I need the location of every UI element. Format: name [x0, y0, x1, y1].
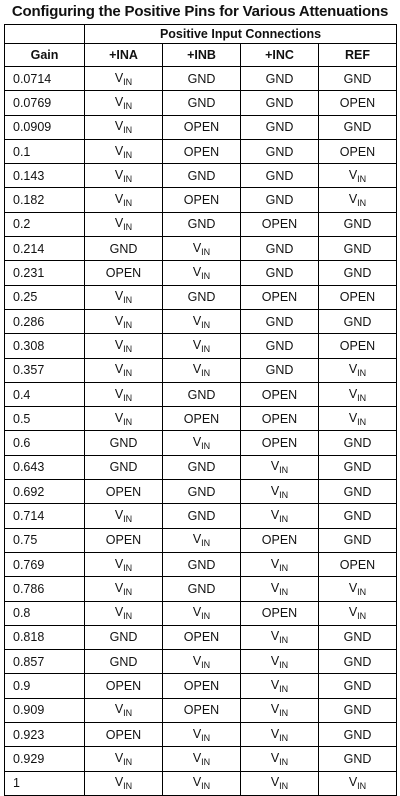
- cell-ina: $V_{IN}$: [85, 115, 163, 139]
- cell-inc: OPEN: [241, 601, 319, 625]
- cell-inc: $V_{IN}$: [241, 674, 319, 698]
- cell-ina: $V_{IN}$: [85, 577, 163, 601]
- cell-inc: OPEN: [241, 528, 319, 552]
- cell-ina: $V_{IN}$: [85, 285, 163, 309]
- cell-ref: $V_{IN}$: [319, 358, 397, 382]
- cell-gain: 1: [5, 771, 85, 795]
- cell-ref: OPEN: [319, 334, 397, 358]
- cell-gain: 0.8: [5, 601, 85, 625]
- cell-ref: GND: [319, 237, 397, 261]
- cell-gain: 0.231: [5, 261, 85, 285]
- cell-ina: OPEN: [85, 480, 163, 504]
- cell-ref: GND: [319, 650, 397, 674]
- cell-gain: 0.692: [5, 480, 85, 504]
- cell-inb: $V_{IN}$: [163, 309, 241, 333]
- cell-ina: $V_{IN}$: [85, 334, 163, 358]
- cell-gain: 0.714: [5, 504, 85, 528]
- cell-inb: $V_{IN}$: [163, 237, 241, 261]
- cell-ina: $V_{IN}$: [85, 91, 163, 115]
- cell-inb: $V_{IN}$: [163, 650, 241, 674]
- table-row: [5, 188, 397, 212]
- cell-inc: GND: [241, 67, 319, 91]
- cell-inc: GND: [241, 139, 319, 163]
- cell-ina: $V_{IN}$: [85, 358, 163, 382]
- cell-ina: GND: [85, 237, 163, 261]
- cell-ref: GND: [319, 723, 397, 747]
- cell-inc: GND: [241, 115, 319, 139]
- cell-gain: 0.25: [5, 285, 85, 309]
- cell-gain: 0.643: [5, 455, 85, 479]
- cell-ref: GND: [319, 674, 397, 698]
- table-row: [5, 212, 397, 236]
- cell-inc: $V_{IN}$: [241, 577, 319, 601]
- cell-ref: $V_{IN}$: [319, 188, 397, 212]
- cell-inc: OPEN: [241, 212, 319, 236]
- cell-ina: GND: [85, 455, 163, 479]
- cell-inc: $V_{IN}$: [241, 552, 319, 576]
- cell-ina: $V_{IN}$: [85, 382, 163, 406]
- cell-ina: $V_{IN}$: [85, 504, 163, 528]
- table-row: [5, 334, 397, 358]
- cell-ina: GND: [85, 650, 163, 674]
- table-title: Configuring the Positive Pins for Various Attenuations: [11, 3, 389, 20]
- table-row: [5, 625, 397, 649]
- cell-inb: OPEN: [163, 698, 241, 722]
- cell-inb: $V_{IN}$: [163, 334, 241, 358]
- table-row: [5, 698, 397, 722]
- cell-inc: OPEN: [241, 407, 319, 431]
- cell-ref: $V_{IN}$: [319, 601, 397, 625]
- table-body: [5, 67, 397, 796]
- cell-gain: 0.9: [5, 674, 85, 698]
- cell-ina: $V_{IN}$: [85, 164, 163, 188]
- cell-gain: 0.5: [5, 407, 85, 431]
- cell-inc: GND: [241, 164, 319, 188]
- cell-inc: OPEN: [241, 431, 319, 455]
- cell-inb: GND: [163, 480, 241, 504]
- cell-inb: $V_{IN}$: [163, 431, 241, 455]
- cell-ref: GND: [319, 431, 397, 455]
- cell-gain: 0.0769: [5, 91, 85, 115]
- cell-inc: OPEN: [241, 382, 319, 406]
- cell-gain: 0.308: [5, 334, 85, 358]
- cell-ref: GND: [319, 212, 397, 236]
- cell-gain: 0.0714: [5, 67, 85, 91]
- table-row: [5, 650, 397, 674]
- cell-inb: OPEN: [163, 115, 241, 139]
- cell-inb: GND: [163, 577, 241, 601]
- cell-ina: $V_{IN}$: [85, 747, 163, 771]
- cell-gain: 0.357: [5, 358, 85, 382]
- table-row: [5, 139, 397, 163]
- table-row: [5, 67, 397, 91]
- cell-ref: $V_{IN}$: [319, 164, 397, 188]
- cell-gain: 0.857: [5, 650, 85, 674]
- cell-ina: $V_{IN}$: [85, 601, 163, 625]
- header-row-columns: [5, 44, 397, 67]
- cell-inb: $V_{IN}$: [163, 723, 241, 747]
- cell-ina: OPEN: [85, 261, 163, 285]
- column-header-ina: +INA: [85, 44, 163, 67]
- table-row: [5, 309, 397, 333]
- cell-inb: $V_{IN}$: [163, 528, 241, 552]
- cell-inc: $V_{IN}$: [241, 455, 319, 479]
- cell-inc: GND: [241, 358, 319, 382]
- cell-inb: GND: [163, 212, 241, 236]
- cell-gain: 0.286: [5, 309, 85, 333]
- cell-inc: $V_{IN}$: [241, 625, 319, 649]
- table-row: [5, 237, 397, 261]
- table-row: [5, 552, 397, 576]
- cell-inb: OPEN: [163, 625, 241, 649]
- cell-inc: $V_{IN}$: [241, 504, 319, 528]
- header-row-group: [5, 25, 397, 44]
- cell-inc: $V_{IN}$: [241, 650, 319, 674]
- cell-gain: 0.143: [5, 164, 85, 188]
- cell-inc: GND: [241, 188, 319, 212]
- cell-inc: $V_{IN}$: [241, 747, 319, 771]
- cell-ina: $V_{IN}$: [85, 552, 163, 576]
- cell-inc: OPEN: [241, 285, 319, 309]
- cell-ina: $V_{IN}$: [85, 67, 163, 91]
- cell-ina: OPEN: [85, 528, 163, 552]
- cell-ref: GND: [319, 504, 397, 528]
- cell-inc: $V_{IN}$: [241, 723, 319, 747]
- table-row: [5, 723, 397, 747]
- table-row: [5, 91, 397, 115]
- column-header-gain: Gain: [5, 44, 85, 67]
- cell-inb: GND: [163, 164, 241, 188]
- cell-gain: 0.818: [5, 625, 85, 649]
- attenuation-table: [4, 24, 397, 796]
- cell-ref: GND: [319, 698, 397, 722]
- cell-ref: GND: [319, 747, 397, 771]
- column-header-ref: REF: [319, 44, 397, 67]
- cell-inb: GND: [163, 285, 241, 309]
- cell-ina: $V_{IN}$: [85, 212, 163, 236]
- cell-gain: 0.214: [5, 237, 85, 261]
- cell-ina: $V_{IN}$: [85, 188, 163, 212]
- cell-inc: $V_{IN}$: [241, 771, 319, 795]
- cell-ref: $V_{IN}$: [319, 771, 397, 795]
- header-empty-cell: [5, 25, 85, 44]
- table-row: [5, 382, 397, 406]
- cell-gain: 0.6: [5, 431, 85, 455]
- cell-gain: 0.923: [5, 723, 85, 747]
- table-header: [5, 25, 397, 67]
- cell-ref: GND: [319, 625, 397, 649]
- cell-inb: $V_{IN}$: [163, 358, 241, 382]
- cell-ina: OPEN: [85, 723, 163, 747]
- cell-ref: $V_{IN}$: [319, 382, 397, 406]
- table-row: [5, 455, 397, 479]
- column-header-inc: +INC: [241, 44, 319, 67]
- cell-ref: GND: [319, 528, 397, 552]
- cell-gain: 0.929: [5, 747, 85, 771]
- table-row: [5, 358, 397, 382]
- cell-inb: GND: [163, 504, 241, 528]
- table-row: [5, 674, 397, 698]
- cell-ina: GND: [85, 625, 163, 649]
- cell-ref: OPEN: [319, 552, 397, 576]
- cell-inb: $V_{IN}$: [163, 747, 241, 771]
- cell-ref: GND: [319, 115, 397, 139]
- table-row: [5, 407, 397, 431]
- table-row: [5, 577, 397, 601]
- cell-gain: 0.786: [5, 577, 85, 601]
- table-row: [5, 431, 397, 455]
- table-row: [5, 480, 397, 504]
- table-row: [5, 261, 397, 285]
- cell-ref: OPEN: [319, 139, 397, 163]
- cell-ref: GND: [319, 67, 397, 91]
- cell-inc: $V_{IN}$: [241, 698, 319, 722]
- cell-inb: GND: [163, 91, 241, 115]
- cell-ina: $V_{IN}$: [85, 139, 163, 163]
- cell-gain: 0.182: [5, 188, 85, 212]
- cell-inb: OPEN: [163, 407, 241, 431]
- cell-ref: GND: [319, 309, 397, 333]
- cell-inb: OPEN: [163, 188, 241, 212]
- cell-ina: $V_{IN}$: [85, 771, 163, 795]
- column-header-inb: +INB: [163, 44, 241, 67]
- cell-inb: OPEN: [163, 139, 241, 163]
- cell-ref: $V_{IN}$: [319, 577, 397, 601]
- cell-inc: GND: [241, 334, 319, 358]
- table-row: [5, 528, 397, 552]
- table-row: [5, 115, 397, 139]
- cell-ref: OPEN: [319, 91, 397, 115]
- table-row: [5, 504, 397, 528]
- cell-ref: GND: [319, 261, 397, 285]
- table-row: [5, 601, 397, 625]
- cell-inc: $V_{IN}$: [241, 480, 319, 504]
- cell-ref: $V_{IN}$: [319, 407, 397, 431]
- cell-ref: GND: [319, 455, 397, 479]
- cell-inc: GND: [241, 91, 319, 115]
- cell-ina: GND: [85, 431, 163, 455]
- cell-inb: $V_{IN}$: [163, 771, 241, 795]
- table-row: [5, 285, 397, 309]
- table-row: [5, 771, 397, 795]
- cell-ina: $V_{IN}$: [85, 309, 163, 333]
- cell-gain: 0.0909: [5, 115, 85, 139]
- cell-ina: $V_{IN}$: [85, 698, 163, 722]
- cell-inc: GND: [241, 261, 319, 285]
- group-header: Positive Input Connections: [85, 25, 397, 44]
- cell-inb: $V_{IN}$: [163, 601, 241, 625]
- cell-inb: $V_{IN}$: [163, 261, 241, 285]
- cell-inb: GND: [163, 67, 241, 91]
- cell-gain: 0.769: [5, 552, 85, 576]
- cell-gain: 0.75: [5, 528, 85, 552]
- cell-ref: OPEN: [319, 285, 397, 309]
- cell-inb: GND: [163, 552, 241, 576]
- cell-inb: OPEN: [163, 674, 241, 698]
- cell-gain: 0.1: [5, 139, 85, 163]
- table-row: [5, 164, 397, 188]
- cell-gain: 0.2: [5, 212, 85, 236]
- cell-inc: GND: [241, 309, 319, 333]
- cell-inb: GND: [163, 455, 241, 479]
- cell-ref: GND: [319, 480, 397, 504]
- cell-gain: 0.4: [5, 382, 85, 406]
- cell-ina: $V_{IN}$: [85, 407, 163, 431]
- cell-inc: GND: [241, 237, 319, 261]
- cell-gain: 0.909: [5, 698, 85, 722]
- cell-ina: OPEN: [85, 674, 163, 698]
- cell-inb: GND: [163, 382, 241, 406]
- table-row: [5, 747, 397, 771]
